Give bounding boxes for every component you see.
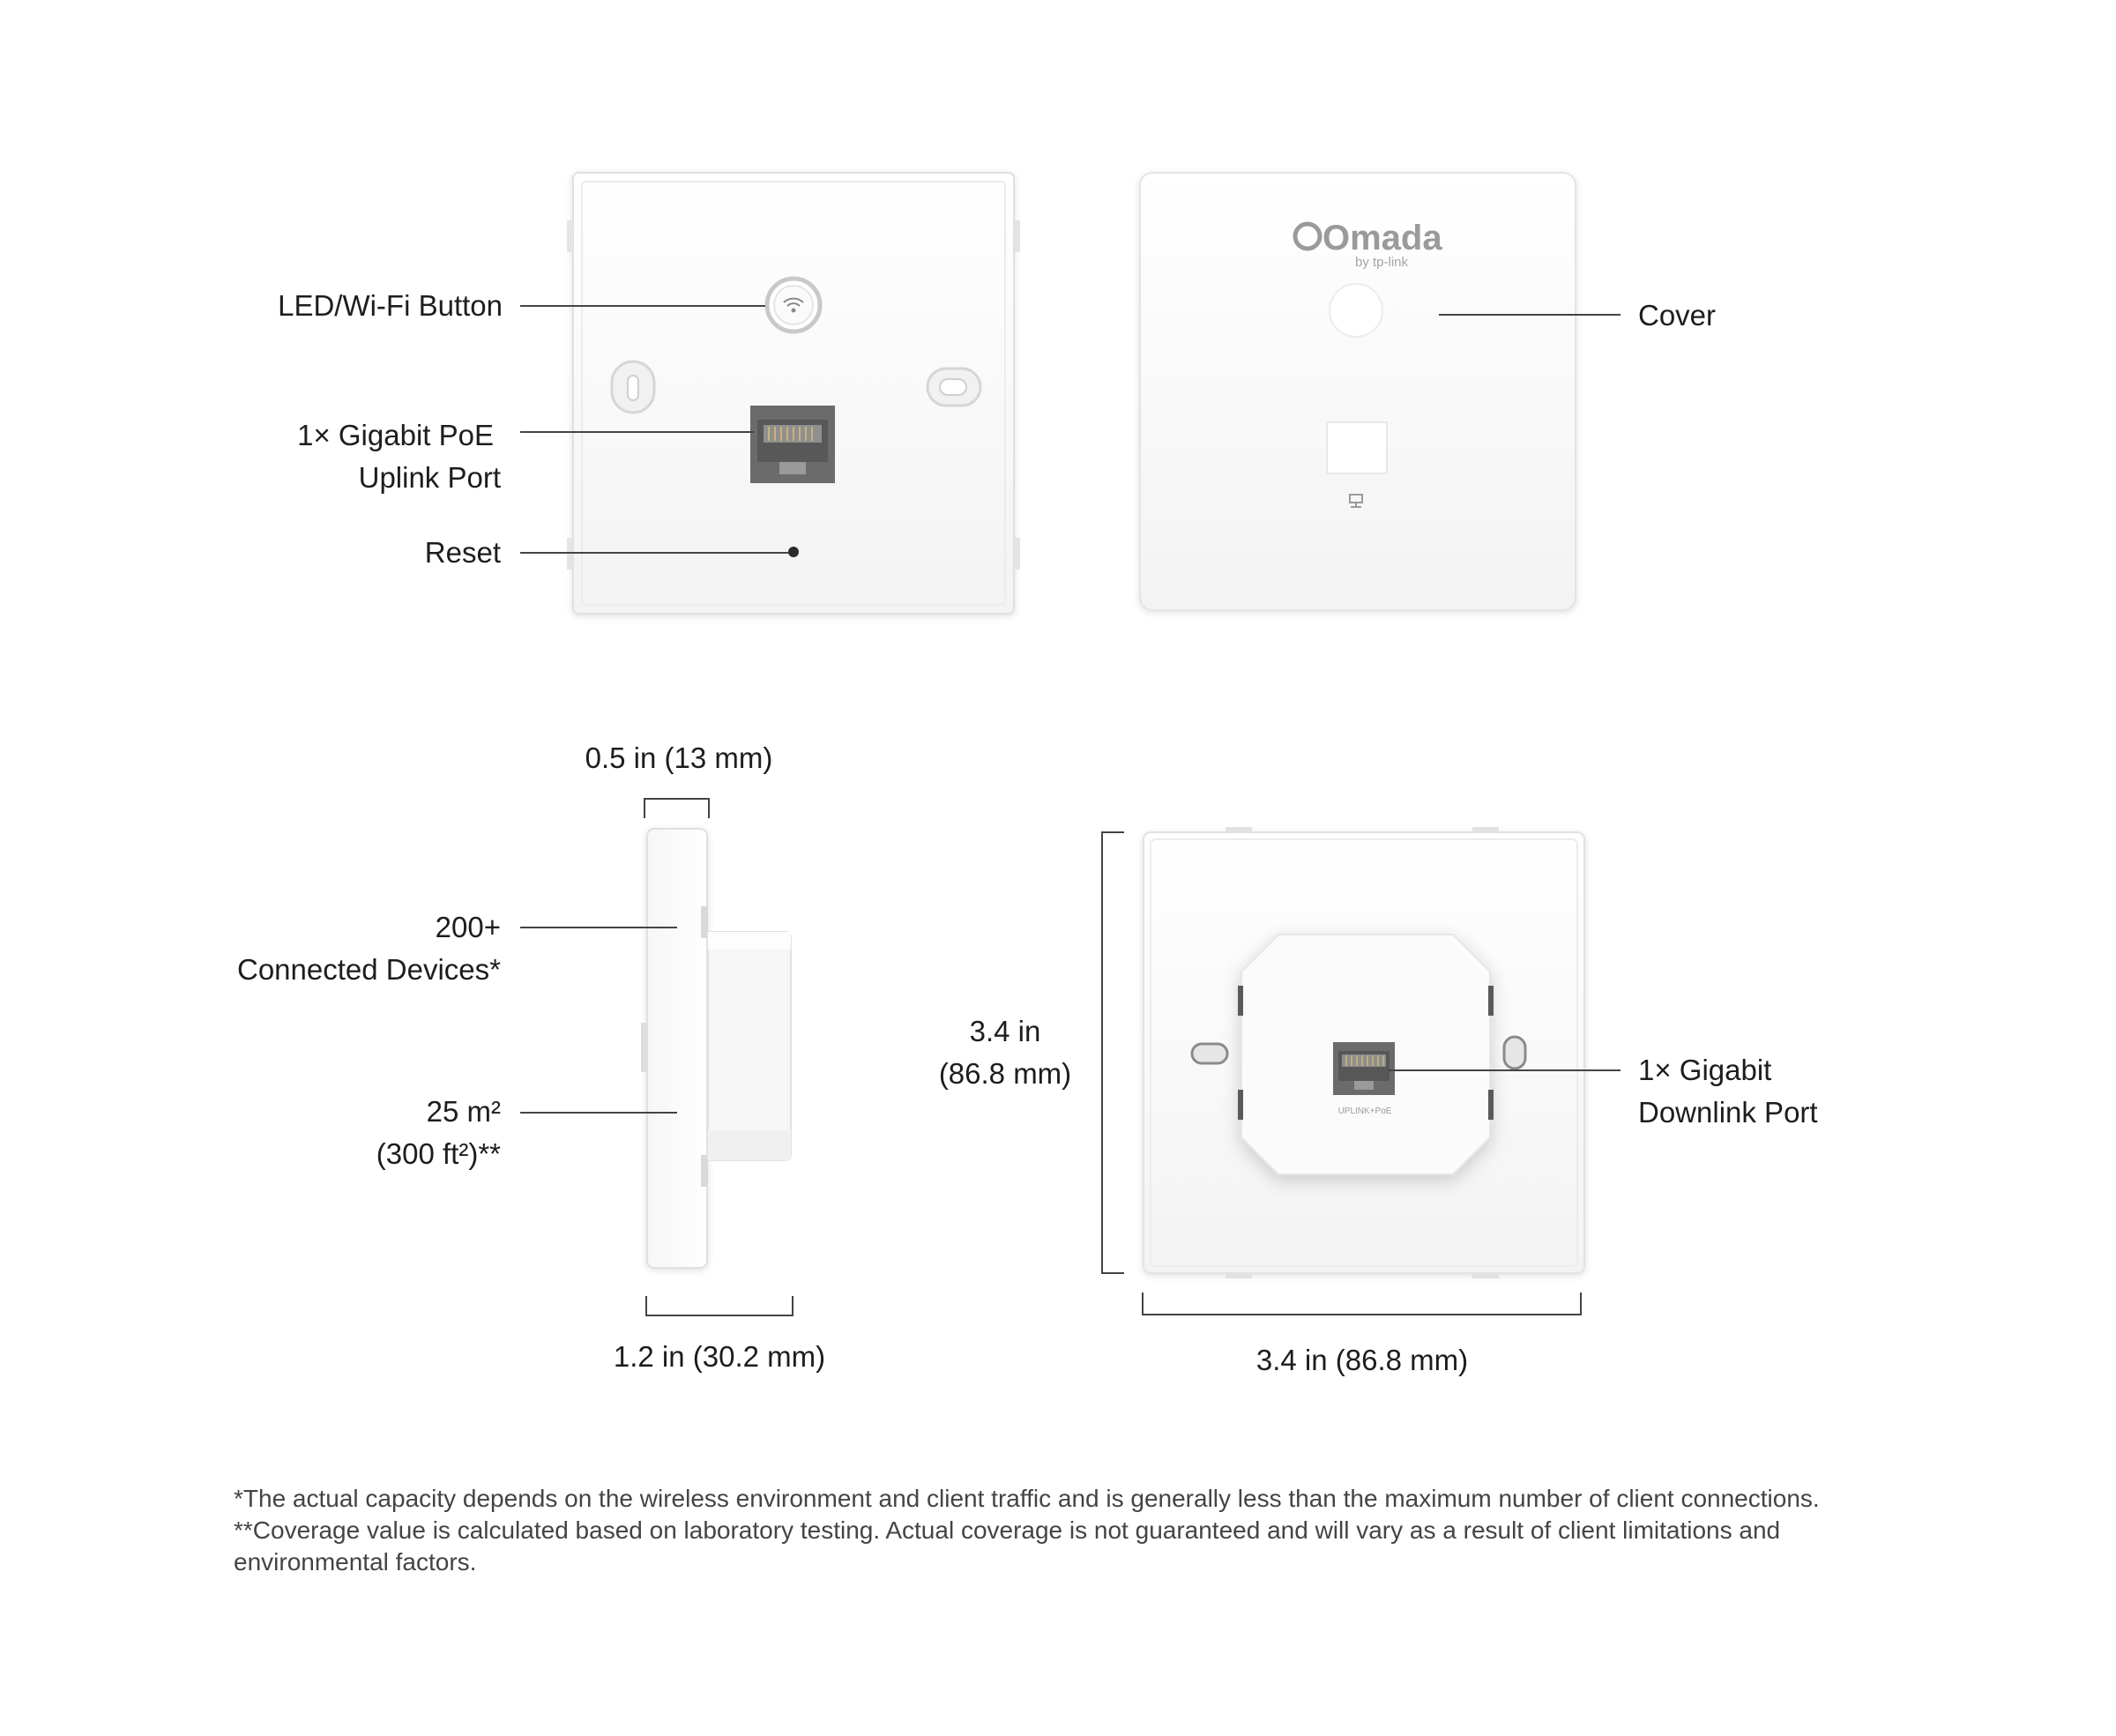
uplink-port-icon xyxy=(750,406,835,483)
width-dimension-label: 3.4 in (86.8 mm) xyxy=(1255,1344,1469,1376)
devices-label-line1: 200+ xyxy=(435,911,501,943)
port-caption: UPLINK+PoE xyxy=(1337,1106,1392,1116)
devices-label-line2: Connected Devices* xyxy=(237,953,501,986)
mounting-slot-icon xyxy=(928,369,980,406)
height-dimension-label-line1: 3.4 in xyxy=(969,1015,1041,1047)
brand-tagline: by tp-link xyxy=(1355,255,1409,270)
footnote-coverage-continued: environmental factors. xyxy=(234,1548,477,1576)
footnote-capacity: *The actual capacity depends on the wireless environment and client traffic and is generally less than the maximum number of client connections. xyxy=(234,1485,1820,1512)
brand-wordmark: Omada xyxy=(1322,219,1442,257)
wifi-button-icon xyxy=(767,279,820,332)
height-dimension-label-line2: (86.8 mm) xyxy=(938,1057,1072,1090)
thickness-dimension-label: 0.5 in (13 mm) xyxy=(585,741,773,774)
depth-dimension-label: 1.2 in (30.2 mm) xyxy=(613,1340,826,1373)
footnotes xyxy=(234,1483,1909,1578)
side-profile xyxy=(641,829,791,1268)
uplink-port-label-line2: Uplink Port xyxy=(358,461,501,494)
cover-port-window xyxy=(1327,422,1387,473)
reset-label: Reset xyxy=(424,536,501,569)
reset-hole-icon xyxy=(788,547,799,557)
footnote-coverage: **Coverage value is calculated based on laboratory testing. Actual coverage is not guaranteed and will vary as a result of client limitations and xyxy=(234,1516,1781,1544)
coverage-label-line2: (300 ft²)** xyxy=(376,1137,501,1170)
coverage-label-line1: 25 m² xyxy=(426,1095,501,1128)
cover-button-window xyxy=(1330,284,1382,337)
mounting-slot-icon xyxy=(612,361,654,413)
downlink-port-label-line2: Downlink Port xyxy=(1638,1096,1818,1129)
uplink-port-label-line1: 1× Gigabit PoE xyxy=(297,419,494,451)
led-button-label: LED/Wi-Fi Button xyxy=(278,289,503,322)
downlink-port-label-line1: 1× Gigabit xyxy=(1638,1054,1772,1086)
cover-label: Cover xyxy=(1638,299,1717,332)
downlink-port-icon xyxy=(1333,1042,1395,1095)
